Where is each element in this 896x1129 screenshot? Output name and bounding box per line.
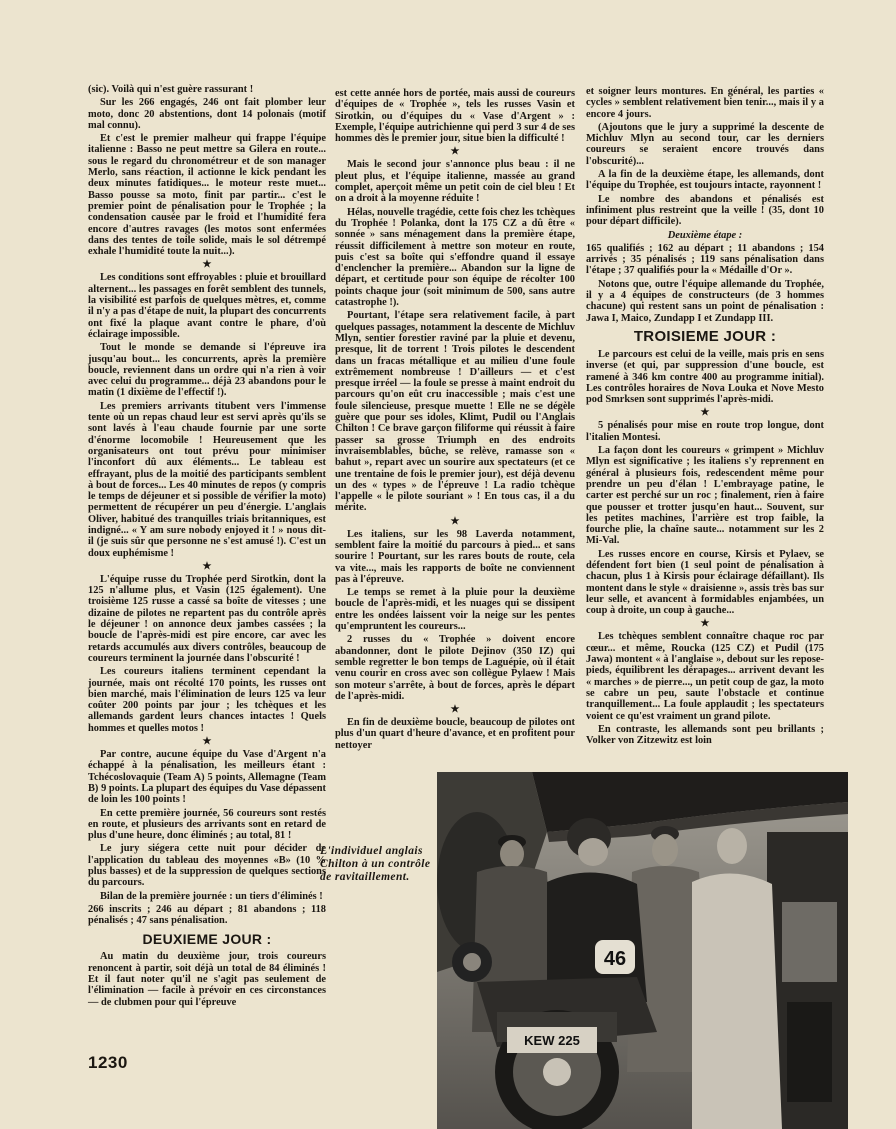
photo-caption: L'individuel anglais Chilton à un contrôle de ravitaillement. (320, 845, 431, 883)
paragraph: 266 inscrits ; 246 au départ ; 81 abandons ; 118 pénalisés ; 47 sans pénalisation. (88, 903, 326, 927)
rider-photo (437, 772, 848, 1129)
paragraph: A la fin de la deuxième étape, les allemands, dont l'équipe du Trophée, est toujours intacte, rayonnent ! (586, 169, 824, 192)
paragraph: En contraste, les allemands sont peu brillants ; Volker von Zitzewitz est loin (586, 723, 824, 747)
section-star: ★ (202, 736, 212, 748)
text-column-1 (88, 84, 326, 1010)
paragraph: 5 pénalisés pour mise en route trop longue, dont l'italien Montesi. (586, 420, 824, 443)
paragraph: Tout le monde se demande si l'épreuve ira jusqu'au bout... les concurrents, après la première boucle, reviennent dans un ordre qui n'a rien à voir avec celui du programme... déjà 23 abandons pour le matin (1 dixième de l'effectif !). (88, 342, 326, 399)
paragraph: 165 qualifiés ; 162 au départ ; 11 abandons ; 154 arrivés ; 35 pénalisés ; 119 sans pénalisation dans l'étape ; 37 qualifiés pour la « Médaille d'Or ». (586, 242, 824, 277)
rider-photo-illustration (437, 772, 848, 1129)
paragraph: (sic). Voilà qui n'est guère rassurant ! (88, 84, 254, 95)
paragraph: Mais le second jour s'annonce plus beau : il ne pleut plus, et l'équipe italienne, massée au grand complet, aperçoit même un petit coin de ciel bleu ! Et on a droit à la moyenne réduite ! (335, 159, 575, 205)
paragraph: L'équipe russe du Trophée perd Sirotkin, dont la 125 n'allume plus, et Vasin (125 également). Une troisième 125 russe a cassé sa boîte de vitesses ; une dizaine de pilotes ne repartent pas du contrôle après le déjeuner ! on annonce deux jambes cassées ; la boucle de l'après-midi est pire encore, car avec les retards accumulés aux divers contrôles, beaucoup de coureurs terminent la journée dans l'obscurité ! (88, 573, 326, 664)
registration-plate: KEW 225 (524, 1033, 580, 1048)
paragraph: Le jury siégera cette nuit pour décider de l'application du tableau des moyennes «B» (10 % plus basses) et de la suppression de quelques sections du parcours. (88, 843, 326, 889)
race-number: 46 (603, 948, 627, 970)
section-star: ★ (450, 515, 460, 527)
paragraph: La façon dont les coureurs « grimpent » Michluv Mlyn est significative ; les italiens s'y reprennent en général à plusieurs fois, redescendent même pour prendre un peu d'élan ! L'embrayage patine, le carter est perché sur un roc ; finalement, rien à faire que pousser et trotter jusqu'en haut... Souvent, sur les petites machines, l'arrière est trop faible, la fourche plie, la chaîne saute... notamment sur les 2 Mi-Val. (586, 445, 824, 547)
section-star: ★ (202, 259, 212, 271)
paragraph: Notons que, outre l'équipe allemande du Trophée, il y a 4 équipes de constructeurs (de 3 hommes chacune) qui restent sans un point de pénalisation : Jawa I, Maico, Zundapp I et Zundapp III. (586, 278, 824, 324)
paragraph: Les tchèques semblent connaître chaque roc par cœur... et même, Roucka (125 CZ) et Pudil (175 Jawa) montent « à l'anglaise », debout sur les repose-pieds, équilibrent les dérapages... arrivent devant les « marches » de pierre..., un petit coup de gaz, la moto se cabre un peu, saute l'obstacle et continue tranquillement... La foule applaudit ; les spectateurs voient ce qu'est vraiment un grand pilote. (586, 631, 824, 722)
section-star: ★ (450, 146, 460, 158)
paragraph: Bilan de la première journée : un tiers d'éliminés ! (100, 890, 323, 902)
text-column-3 (586, 86, 824, 748)
section-star: ★ (700, 407, 710, 419)
paragraph: et soigner leurs montures. En général, les parties « cycles » semblent relativement bien tenir..., mais il y a encore 4 jours. (586, 86, 824, 120)
paragraph: Au matin du deuxième jour, trois coureurs renoncent à partir, soit déjà un total de 84 éliminés ! Et il faut noter qu'il ne s'agit pas seulement de l'élimination — facile à prévoir en ces circonstances — de clubmen pour qui l'épreuve (88, 951, 326, 1008)
paragraph: Les premiers arrivants titubent vers l'immense tente où un repas chaud leur est servi après qu'ils se sont lavés à l'eau chaude fournie par une sorte d'énorme locomobile ! Heureusement que les organisateurs ont tout prévu pour minimiser l'inconfort dû aux éléments... Le tableau est effrayant, plus de la moitié des participants semblent à bout de forces... Les 40 minutes de repos (y compris le temps de déjeuner et si possible de vérifier la moto) permettent de récupérer un peu d'énergie. L'anglais Oliver, habitué des tranquilles triais britanniques, est indigné... « Y am sure nobody enjoyed it ! » nous dit-il (je suis sûr que personne ne s'est amusé !). C'est un doux euphémisme ! (88, 400, 326, 559)
section-star: ★ (202, 560, 212, 572)
paragraph: En cette première journée, 56 coureurs sont restés en route, et plusieurs des arrivants sont en retard de plus d'une heure, donc éliminés ; au total, 81 ! (88, 807, 326, 842)
paragraph: Le temps se remet à la pluie pour la deuxième boucle de l'après-midi, et les nuages qui se dissipent entre les ondées laissent voir la neige sur les pentes qu'empruntent les coureurs... (335, 587, 575, 633)
paragraph: Pourtant, l'étape sera relativement facile, à part quelques passages, notamment la descente de Michluv Mlyn, sentier forestier raviné par la pluie et devenu, presque, lit de torrent ! Trois pilotes le descendent dans un fracas métallique et au milieu d'une foule extrêmement nombreuse ! D'ailleurs — et c'est presque irréel — la foule se presse à maint endroit du parcours qu'on eût cru inaccessible ; mais c'est une foule silencieuse, presque muette ! Elle ne se dégèle guère que pour ses idoles, Klimt, Pudil ou l'Anglais Chilton ! Ce brave garçon filiforme qui réussit à faire passer sa grosse Triumph en des endroits invraisemblables, bûche, se relève, ramasse son « bahut », repart avec un sourire aux spectateurs (et ce une trentaine de fois le premier jour), est déjà devenu un des « types » de l'épreuve ! La radio tchèque l'appelle « le pilote souriant » ! En tous cas, il a du mérite. (335, 310, 575, 514)
paragraph: Hélas, nouvelle tragédie, cette fois chez les tchèques du Trophée ! Polanka, dont la 175 CZ a dû être « sonnée » sans ménagement dans la première étape, réussit difficilement à mettre son moteur en route, puis c'est sa boîte qui s'effondre quand il essaye d'enclencher la première... Abandon sur la ligne de départ, et certitude pour son équipe de récolter 100 points chaque jour (soit minimum de 500, sans autre catastrophe !). (335, 206, 575, 309)
section-heading: TROISIEME JOUR : (633, 327, 777, 345)
paragraph: 2 russes du « Trophée » doivent encore abandonner, dont le pilote Dejinov (350 IZ) qui semble regretter le bon temps de Laguépie, où il était venu courir en cross avec son collègue Pylaew ! Mais son moteur s'arrête, à bout de forces, après le départ de l'après-midi. (335, 634, 575, 702)
paragraph: Et c'est le premier malheur qui frappe l'équipe italienne : Basso ne peut mettre sa Gilera en route... sous le regard du chronométreur et de son manager Merlo, sans réaction, il actionne le kick pendant les deux minutes fatidiques... le moteur reste muet... Basso pousse sa moto, finit par partir... c'est le premier point de pénalisation pour le Trophée ; la condensation causée par le froid et l'humidité fera encore d'autres ravages (les motos sont enfermées dans des tentes de toile solide, mais le sol détrempé exhale l'humidité toute la nuit...). (88, 133, 326, 258)
paragraph: Le nombre des abandons et pénalisés est infiniment plus restreint que la veille ! (35, dont 10 pour départ difficile). (586, 193, 824, 228)
stage-label: Deuxième étape : (667, 229, 743, 241)
paragraph: Les coureurs italiens terminent cependant la journée, mais ont récolté 170 points, les russes ont bien marché, mais l'élimination de leurs 125 va leur coûter 200 points par jour ; les tchèques et les allemands gardent leurs chances intactes ! Quels hommes et quelles motos ! (88, 666, 326, 734)
page-number: 1230 (88, 1053, 128, 1072)
paragraph: Le parcours est celui de la veille, mais pris en sens inverse (et qui, par suppression d'une boucle, est ramené à 346 km contre 400 au programme initial). Les contrôles horaires de Nova Louka et Nove Mesto pod Smrksen sont supprimés l'après-midi. (586, 348, 824, 406)
section-star: ★ (700, 618, 710, 630)
paragraph: Par contre, aucune équipe du Vase d'Argent n'a échappé à la pénalisation, les meilleurs étant : Tchécoslovaquie (Team A) 5 points, Allemagne (Team B) 9 points. La plupart des équipes du Vase dépassent de loin les 100 points ! (88, 749, 326, 806)
paragraph: Sur les 266 engagés, 246 ont fait plomber leur moto, donc 20 abstentions, dont 14 polonais (motif mal connu). (88, 97, 326, 131)
section-heading: DEUXIEME JOUR : (142, 931, 272, 948)
section-star: ★ (450, 704, 460, 716)
paragraph: Les conditions sont effroyables : pluie et brouillard alternent... les passages en forêt semblent des tunnels, la visibilité est parfois de quelques mètres, et, comme il n'y a pas d'étape de nuit, la plupart des concurrents ont fixé la plaque avant contre le phare, d'où éclairage impossible. (88, 272, 326, 340)
paragraph: Les russes encore en course, Kirsis et Pylaev, se défendent fort bien (1 seul point de pénalisation à chacun, plus 1 à Kirsis pour éclairage défaillant). Ils montent dans le style « draisienne », assis très bas sur leur selle, et avancent à formidables enjambées, un coup à droite, un coup à gauche... (586, 548, 824, 617)
paragraph: (Ajoutons que le jury a supprimé la descente de Michluv Mlyn au second tour, car les derniers coureurs se seraient encore trouvés dans l'obscurité)... (586, 121, 824, 167)
paragraph: Les italiens, sur les 98 Laverda notamment, semblent faire la moitié du parcours à pied... et sans sourire ! Pourtant, sur les rares bouts de route, cela va vite..., mais les rapports de boîte ne conviennent pas à l'épreuve. (335, 528, 575, 585)
paragraph: est cette année hors de portée, mais aussi de coureurs d'équipes de « Trophée », tels les russes Vasin et Sirotkin, ou d'équipes du « Vase d'Argent » : Exemple, l'équipe autrichienne qui perd 3 sur 4 de ses hommes dès le premier jour, situe bien la difficulté ! (335, 88, 575, 145)
text-column-2 (335, 88, 575, 753)
paragraph: En fin de deuxième boucle, beaucoup de pilotes ont plus d'un quart d'heure d'avance, et en profitent pour nettoyer (335, 717, 575, 751)
